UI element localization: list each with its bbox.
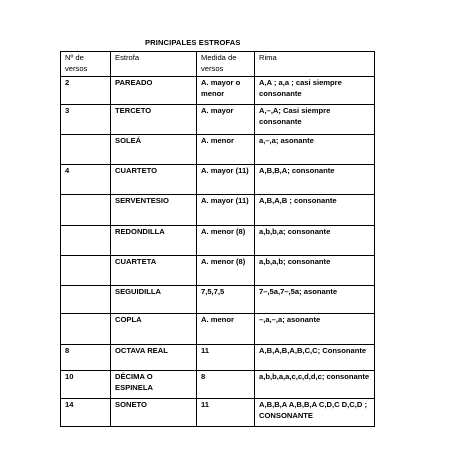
document-title: PRINCIPALES ESTROFAS — [145, 38, 241, 47]
cell-estrofa: CUARTETO — [111, 165, 197, 195]
cell-rima: A,B,A,B ; consonante — [255, 195, 375, 226]
table-row — [61, 165, 375, 195]
cell-estrofa: SONETO — [111, 399, 197, 427]
cell-estrofa: SERVENTESIO — [111, 195, 197, 226]
table-row — [61, 105, 375, 135]
cell-rima: a,–,a; asonante — [255, 135, 375, 165]
header-cell-estrofa: Estrofa — [111, 52, 197, 77]
cell-rima: A,B,B,A; consonante — [255, 165, 375, 195]
cell-versos — [61, 135, 111, 165]
table-row — [61, 77, 375, 105]
cell-rima: –,a,–,a; asonante — [255, 314, 375, 345]
estrofas-table — [60, 51, 375, 427]
table-row — [61, 195, 375, 226]
cell-versos — [61, 314, 111, 345]
table-row — [61, 256, 375, 286]
cell-versos: 2 — [61, 77, 111, 105]
cell-rima: A,B,A,B,A,B,C,C; Consonante — [255, 345, 375, 371]
cell-versos: 4 — [61, 165, 111, 195]
cell-rima: a,b,b,a; consonante — [255, 226, 375, 256]
header-cell-medida: Medida de versos — [197, 52, 255, 77]
cell-medida: A. menor (8) — [197, 256, 255, 286]
cell-estrofa: PAREADO — [111, 77, 197, 105]
table-row — [61, 135, 375, 165]
cell-rima: A,A ; a,a ; casi siempre consonante — [255, 77, 375, 105]
cell-medida: A. mayor o menor — [197, 77, 255, 105]
cell-estrofa: OCTAVA REAL — [111, 345, 197, 371]
header-cell-versos: Nº de versos — [61, 52, 111, 77]
table-row — [61, 399, 375, 427]
cell-medida: 7,5,7,5 — [197, 286, 255, 314]
header-cell-rima: Rima — [255, 52, 375, 77]
cell-versos — [61, 226, 111, 256]
cell-rima: a,b,a,b; consonante — [255, 256, 375, 286]
cell-estrofa: CUARTETA — [111, 256, 197, 286]
table-row — [61, 286, 375, 314]
cell-estrofa: TERCETO — [111, 105, 197, 135]
table-row — [61, 226, 375, 256]
cell-rima: A,B,B,A A,B,B,A C,D,C D,C,D ; CONSONANTE — [255, 399, 375, 427]
table-row — [61, 371, 375, 399]
cell-estrofa: SOLEÁ — [111, 135, 197, 165]
cell-estrofa: DÉCIMA O ESPINELA — [111, 371, 197, 399]
cell-medida: A. menor — [197, 135, 255, 165]
cell-versos — [61, 195, 111, 226]
cell-estrofa: COPLA — [111, 314, 197, 345]
cell-estrofa: REDONDILLA — [111, 226, 197, 256]
cell-rima: A,–,A; Casi siempre consonante — [255, 105, 375, 135]
cell-medida: A. mayor (11) — [197, 165, 255, 195]
cell-medida: A. mayor — [197, 105, 255, 135]
cell-rima: 7–,5a,7–,5a; asonante — [255, 286, 375, 314]
cell-versos — [61, 286, 111, 314]
cell-versos: 14 — [61, 399, 111, 427]
cell-rima: a,b,b,a,a,c,c,d,d,c; consonante — [255, 371, 375, 399]
cell-medida: A. menor (8) — [197, 226, 255, 256]
cell-versos: 3 — [61, 105, 111, 135]
cell-medida: 8 — [197, 371, 255, 399]
cell-estrofa: SEGUIDILLA — [111, 286, 197, 314]
cell-versos: 10 — [61, 371, 111, 399]
cell-versos: 8 — [61, 345, 111, 371]
table-row — [61, 314, 375, 345]
cell-medida: A. menor — [197, 314, 255, 345]
cell-versos — [61, 256, 111, 286]
cell-medida: 11 — [197, 345, 255, 371]
table-header-row — [61, 52, 375, 77]
table-row — [61, 345, 375, 371]
cell-medida: A. mayor (11) — [197, 195, 255, 226]
cell-medida: 11 — [197, 399, 255, 427]
